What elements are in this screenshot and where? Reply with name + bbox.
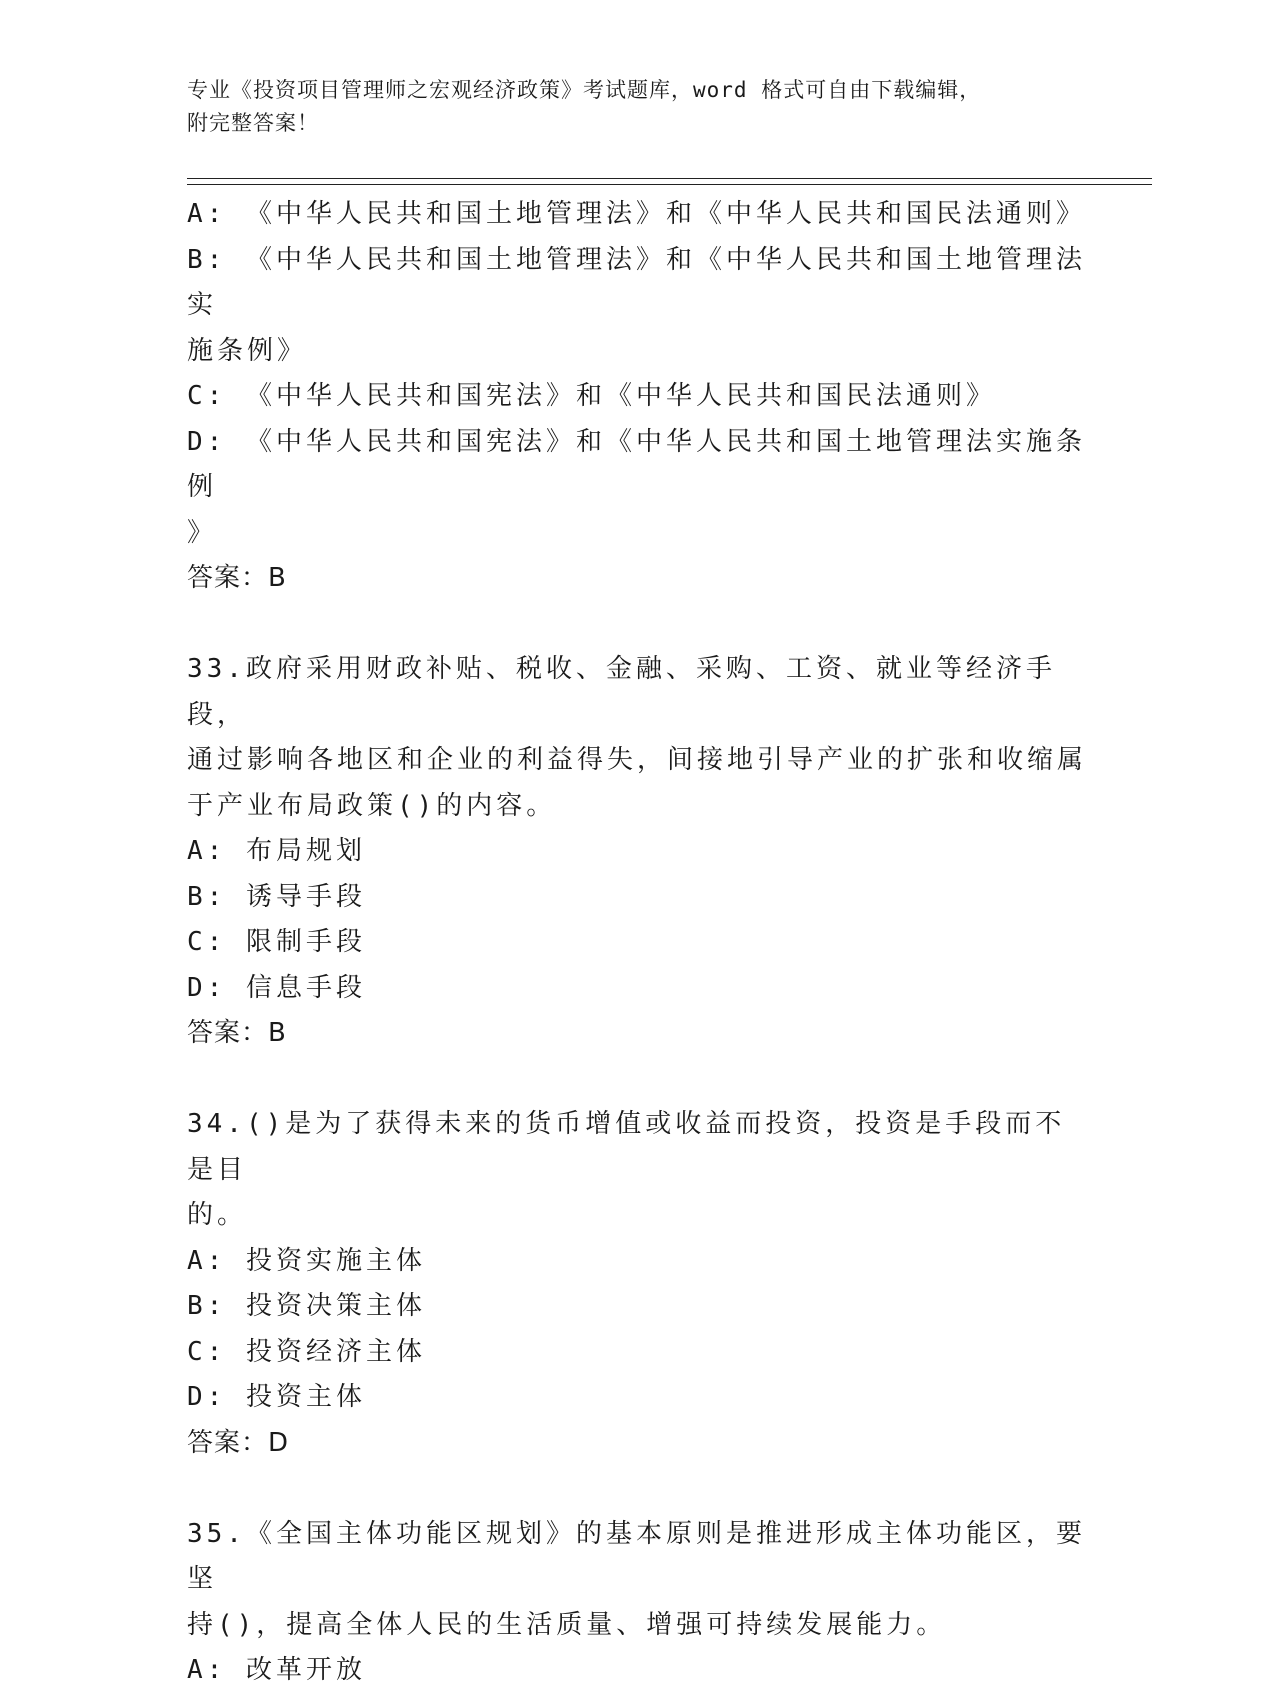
option-c: C: 限制手段 [187, 927, 366, 957]
question-32-tail [187, 192, 1087, 602]
question-stem-line-1: 34.()是为了获得未来的货币增值或收益而投资，投资是手段而不是目 [187, 1109, 1066, 1185]
question-gap [187, 1466, 1087, 1512]
option-b-line-2: 施条例》 [187, 335, 308, 366]
question-34 [187, 1102, 1087, 1466]
option-b: B: 诱导手段 [187, 881, 366, 912]
question-stem-line-3: 于产业布局政策()的内容。 [187, 790, 557, 821]
question-stem-line-2: 的。 [187, 1200, 248, 1230]
option-a: A: 改革开放 [187, 1655, 366, 1685]
option-d-line-2: 》 [187, 517, 218, 548]
option-d-line-1: D: 《中华人民共和国宪法》和《中华人民共和国土地管理法实施条例 [187, 426, 1086, 502]
answer: 答案：B [187, 563, 287, 593]
header-line-2: 附完整答案！ [187, 111, 319, 135]
header-divider [187, 178, 1152, 185]
question-gap [187, 1057, 1087, 1103]
header-line-1: 专业《投资项目管理师之宏观经济政策》考试题库，word 格式可自由下载编辑， [187, 78, 982, 102]
option-a: A: 布局规划 [187, 836, 366, 866]
question-stem-line-2: 持()，提高全体人民的生活质量、增强可持续发展能力。 [187, 1609, 947, 1640]
option-a: A: 《中华人民共和国土地管理法》和《中华人民共和国民法通则》 [187, 199, 1086, 229]
question-stem-line-1: 33.政府采用财政补贴、税收、金融、采购、工资、就业等经济手段， [187, 654, 1056, 730]
answer: 答案：D [187, 1427, 290, 1458]
document-header [187, 74, 1087, 140]
option-c: C: 投资经济主体 [187, 1336, 426, 1367]
question-35 [187, 1512, 1087, 1694]
option-c: C: 《中华人民共和国宪法》和《中华人民共和国民法通则》 [187, 381, 996, 411]
question-stem-line-2: 通过影响各地区和企业的利益得失，间接地引导产业的扩张和收缩属 [187, 745, 1088, 775]
question-gap [187, 602, 1087, 648]
question-stem-line-1: 35.《全国主体功能区规划》的基本原则是推进形成主体功能区，要坚 [187, 1518, 1086, 1594]
option-b-line-1: B: 《中华人民共和国土地管理法》和《中华人民共和国土地管理法实 [187, 244, 1086, 320]
option-d: D: 投资主体 [187, 1382, 366, 1412]
option-d: D: 信息手段 [187, 972, 366, 1003]
option-b: B: 投资决策主体 [187, 1291, 426, 1321]
option-a: A: 投资实施主体 [187, 1245, 426, 1276]
question-33 [187, 647, 1087, 1057]
answer: 答案：B [187, 1018, 287, 1048]
question-content [187, 192, 1087, 1694]
